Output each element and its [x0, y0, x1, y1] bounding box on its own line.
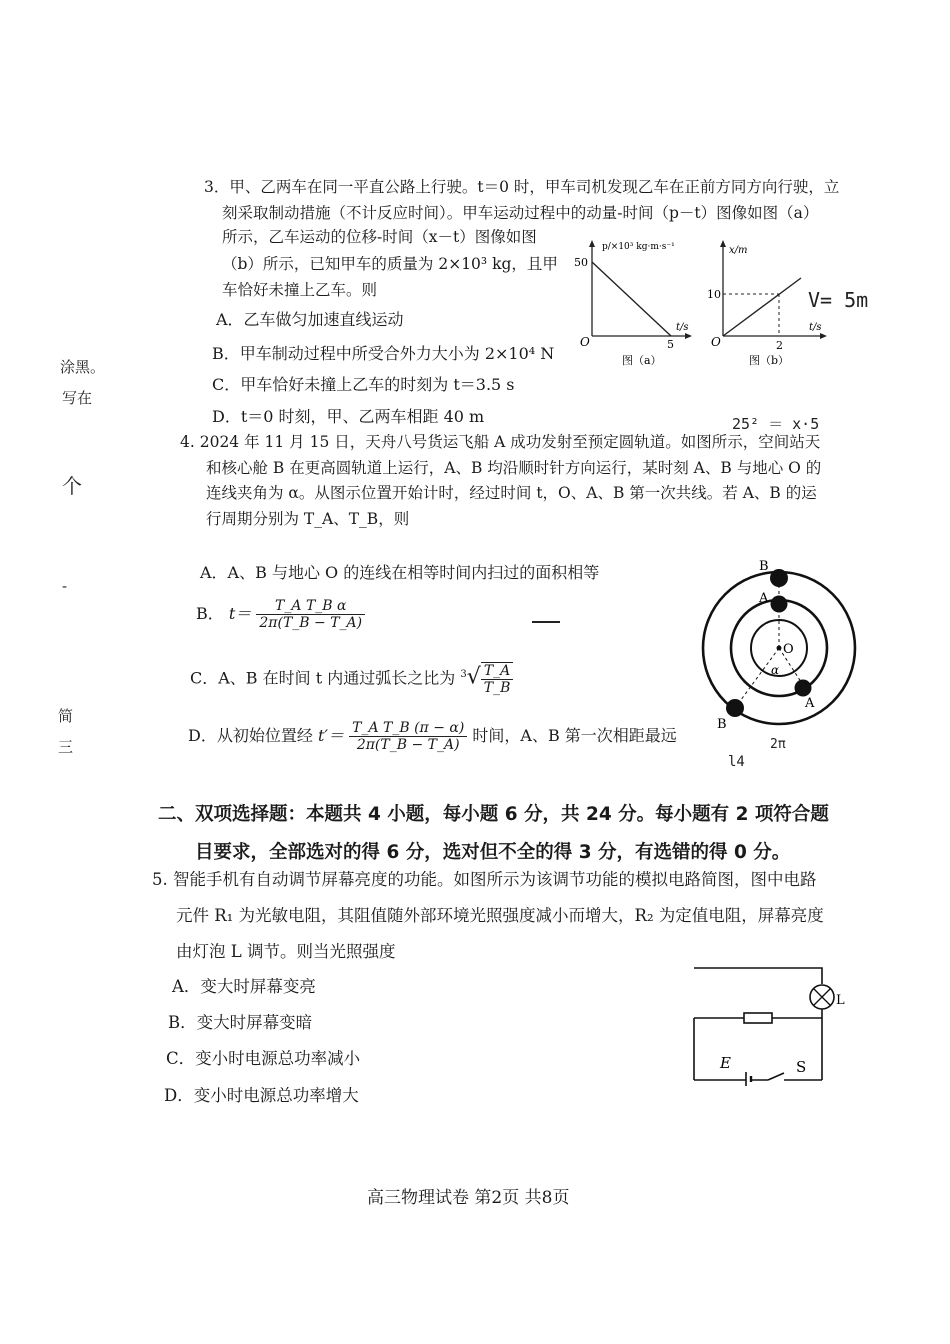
margin-fragment: 简 [58, 707, 74, 725]
q4-line: 连线夹角为 α。从图示位置开始计时，经过时间 t，O、A、B 第一次共线。若 A、B 的运 [206, 484, 817, 502]
fraction-numerator: T_A T_B (π − α) [349, 720, 467, 737]
q4-option-d [188, 720, 677, 753]
q4-option-c-text: C．A、B 在时间 t 内通过弧长之比为 [190, 668, 456, 688]
q3-option-b: B．甲车制动过程中所受合外力大小为 2×10⁴ N [212, 344, 555, 363]
q4-line: 和核心舱 B 在更高圆轨道上运行，A、B 均沿顺时针方向运行，某时刻 A、B 与地心 O 的 [206, 459, 822, 477]
fraction-denominator: 2π(T_B − T_A) [356, 737, 460, 753]
graph-b-y-label: x/m [729, 245, 748, 256]
q5-line: 由灯泡 L 调节。则当光照强度 [176, 942, 396, 961]
q4-option-b-lhs: t＝ [228, 604, 252, 623]
q4-option-b-label: B． [196, 604, 224, 623]
handwritten-note: l4 [728, 754, 745, 770]
q5-option-b: B．变大时屏幕变暗 [168, 1013, 313, 1032]
label-A: A [805, 696, 815, 711]
resistor-icon [744, 1013, 772, 1023]
margin-fragment: 个 [62, 474, 82, 498]
q4-option-d-text: D．从初始位置经 [188, 726, 313, 745]
handwritten-note: 25² ＝ x·5 [732, 415, 820, 433]
q4-line: 行周期分别为 T_A、T_B，则 [206, 510, 410, 528]
handwritten-note: 2π [770, 737, 786, 752]
satellite-A-top [771, 596, 788, 613]
section-heading: 目要求，全部选对的得 6 分，选对但不全的得 3 分，有选错的得 0 分。 [195, 842, 791, 863]
graph-b-origin: O [711, 335, 721, 349]
sqrt-icon: √ [466, 664, 481, 690]
q4-option-b-fraction [256, 598, 365, 631]
graph-a-y-label: p/×10³ kg·m·s⁻¹ [602, 242, 675, 252]
label-E: E [720, 1054, 731, 1072]
satellite-B-left [726, 699, 744, 717]
q4-option-d-text: 时间，A、B 第一次相距最远 [472, 726, 677, 745]
graph-b-caption: 图（b） [749, 354, 790, 367]
graph-a [568, 238, 698, 370]
label-O: O [783, 642, 794, 657]
q4-option-a: A．A、B 与地心 O 的连线在相等时间内扫过的面积相等 [200, 563, 600, 582]
q4-option-d-fraction [349, 720, 467, 753]
margin-fragment: 涂黑。 [60, 358, 106, 376]
q5-line: 5. 智能手机有自动调节屏幕亮度的功能。如图所示为该调节功能的模拟电路简图，图中电路 [152, 870, 817, 889]
q3-option-d: D．t＝0 时刻，甲、乙两车相距 40 m [212, 407, 485, 426]
q4-option-b [196, 598, 365, 631]
q5-line: 元件 R₁ 为光敏电阻，其阻值随外部环境光照强度减小而增大，R₂ 为定值电阻，屏幕亮度 [176, 906, 824, 925]
q3-line: 刻采取制动措施（不计反应时间）。甲车运动过程中的动量-时间（p－t）图像如图（a） [222, 204, 819, 222]
graph-b-x-tick: 2 [776, 339, 783, 352]
q3-line: 3．甲、乙两车在同一平直公路上行驶。t＝0 时，甲车司机发现乙车在正前方同方向行驶，立 [204, 178, 840, 196]
graph-a-caption: 图（a） [622, 354, 662, 367]
q3-line: （b）所示，已知甲车的质量为 2×10³ kg，且甲 [222, 255, 558, 273]
pen-mark [532, 621, 560, 623]
label-alpha: α [771, 663, 780, 677]
graph-a-origin: O [580, 335, 590, 349]
q4-line: 4. 2024 年 11 月 15 日，天舟八号货运飞船 A 成功发射至预定圆轨道。如图所示，空间站天 [180, 433, 821, 451]
q3-option-a: A．乙车做匀加速直线运动 [216, 310, 404, 329]
momentum-line [592, 262, 671, 336]
q5-option-a: A．变大时屏幕变亮 [172, 977, 316, 996]
switch-icon [768, 1073, 784, 1080]
label-A: A [759, 591, 769, 606]
fraction-denominator: T_B [483, 680, 511, 696]
section-heading: 二、双项选择题：本题共 4 小题，每小题 6 分，共 24 分。每小题有 2 项符合题 [158, 804, 829, 825]
fraction-numerator: T_A [481, 663, 514, 680]
satellite-A-right [795, 680, 812, 697]
label-S: S [796, 1058, 807, 1076]
q3-line: 车恰好未撞上乙车。则 [222, 281, 378, 299]
graph-b-y-tick: 10 [707, 288, 721, 301]
label-B: B [717, 717, 727, 732]
satellite-B-top [770, 569, 788, 587]
graph-a-x-tick: 5 [667, 338, 674, 351]
page-footer: 高三物理试卷 第2页 共8页 [367, 1188, 570, 1208]
fraction-numerator: T_A T_B α [256, 598, 365, 615]
root-index: 3 [460, 669, 467, 681]
displacement-line [723, 278, 801, 336]
q5-option-d: D．变小时电源总功率增大 [164, 1086, 359, 1105]
q5-option-c: C．变小时电源总功率减小 [166, 1049, 361, 1068]
graph-b-x-label: t/s [809, 322, 822, 333]
graph-a-y-tick: 50 [574, 256, 588, 269]
q3-line: 所示，乙车运动的位移-时间（x－t）图像如图 [222, 228, 537, 246]
graph-a-x-label: t/s [676, 322, 689, 333]
q4-option-c-fraction [481, 662, 514, 696]
label-B: B [759, 559, 769, 574]
handwritten-note: V= 5m [808, 288, 869, 312]
margin-fragment: - [62, 577, 68, 595]
q4-option-d-lhs: t′＝ [317, 726, 345, 745]
label-L: L [836, 993, 845, 1008]
q4-option-c [190, 662, 513, 696]
q3-option-c: C．甲车恰好未撞上乙车的时刻为 t＝3.5 s [212, 375, 515, 394]
circuit-diagram [688, 960, 848, 1088]
margin-fragment: 写在 [62, 389, 93, 407]
orbit-diagram [695, 558, 870, 733]
margin-fragment: 三 [58, 738, 74, 756]
fraction-denominator: 2π(T_B − T_A) [259, 615, 363, 631]
